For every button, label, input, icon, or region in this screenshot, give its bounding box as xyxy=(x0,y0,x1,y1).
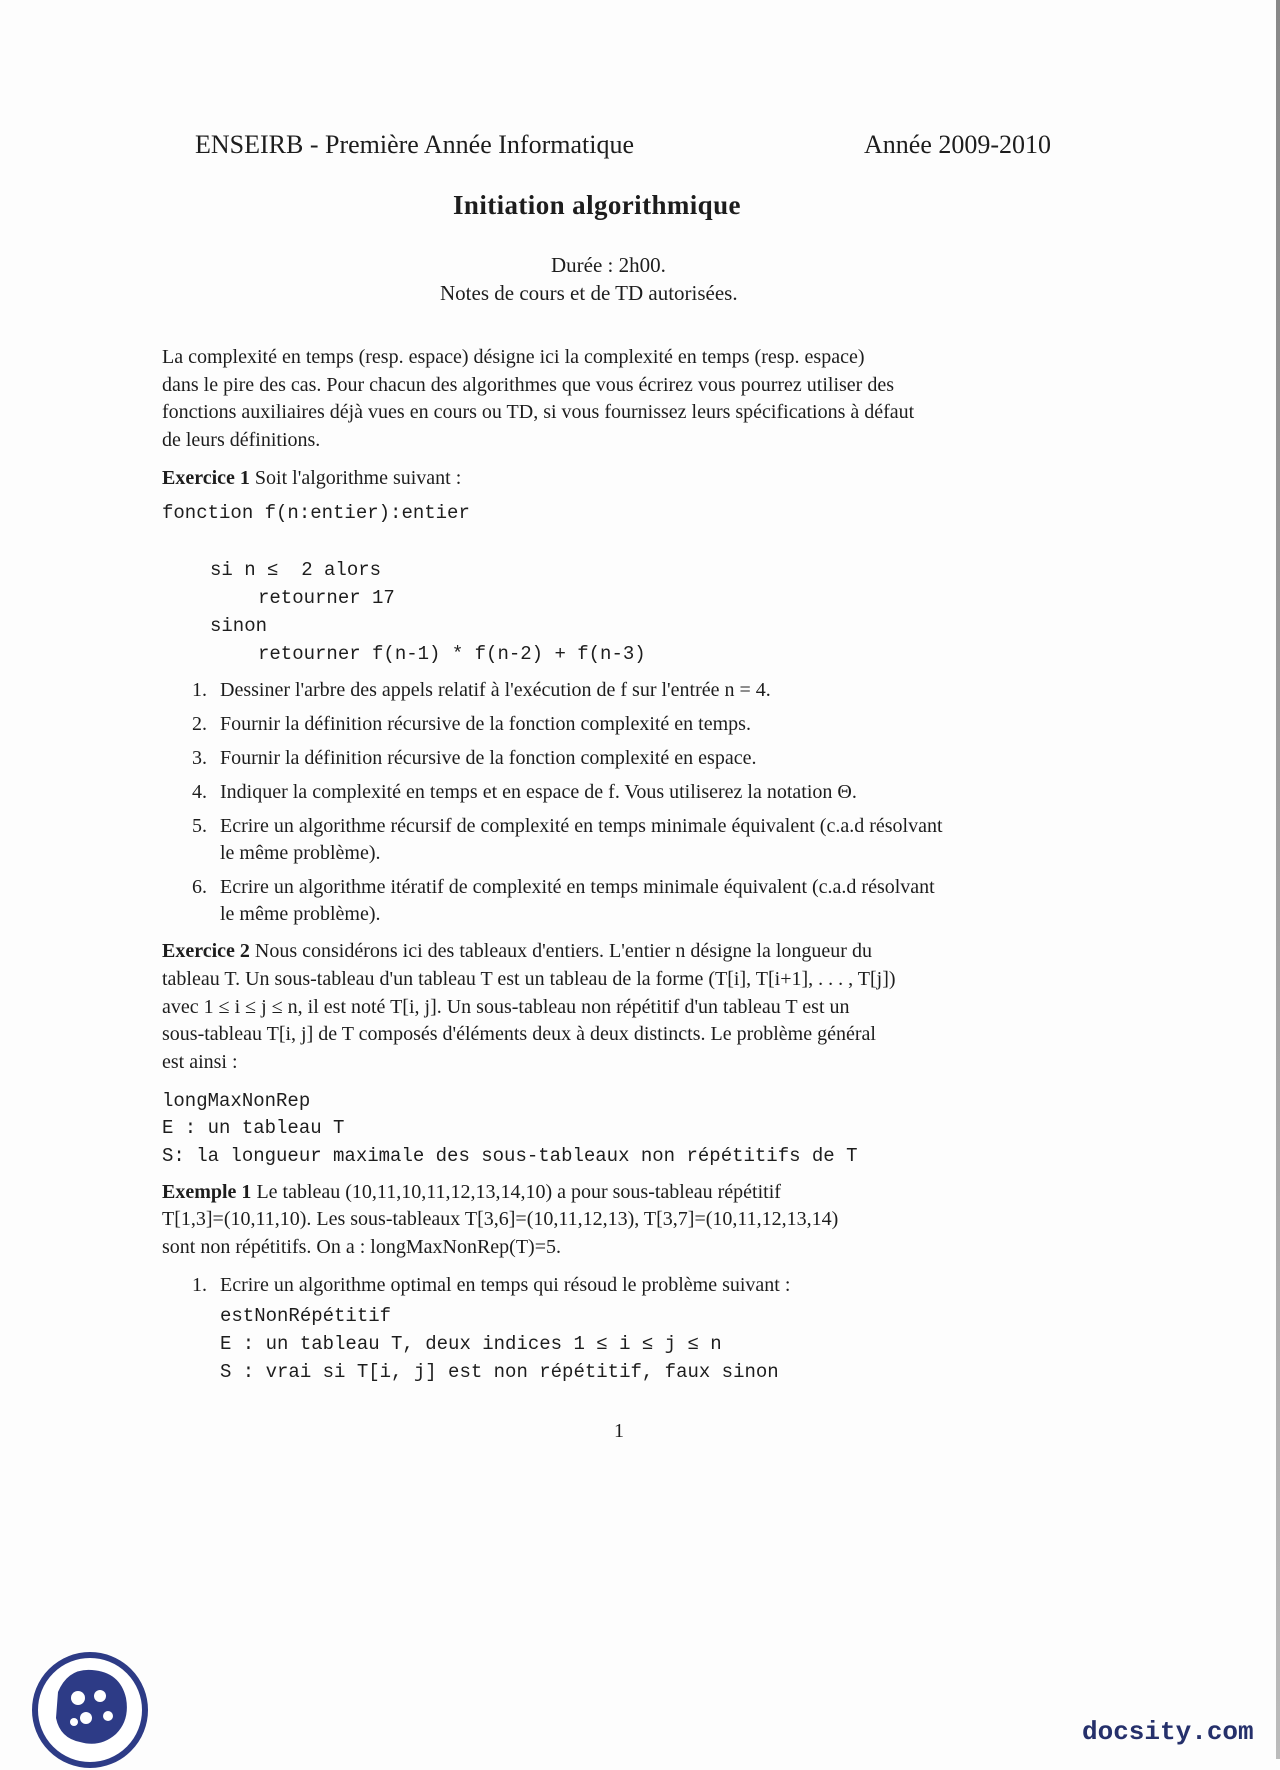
spec-line: estNonRépétitif xyxy=(220,1305,392,1327)
exercise-1-label: Exercice 1 xyxy=(162,467,250,489)
item-text: Fournir la définition récursive de la fonction complexité en temps. xyxy=(220,713,751,735)
example-line: T[1,3]=(10,11,10). Les sous-tableaux T[3,6]=(10,11,12,13), T[3,7]=(10,11,12,13,14) xyxy=(162,1208,839,1230)
code-line: sinon xyxy=(210,615,268,637)
spec-line: longMaxNonRep xyxy=(162,1090,311,1112)
spec-line: E : un tableau T, deux indices 1 ≤ i ≤ j ≤ n xyxy=(220,1333,722,1355)
example-label: Exemple 1 xyxy=(162,1181,252,1203)
code-line: si n ≤ 2 alors xyxy=(210,559,382,581)
exercise-2-text: Nous considérons ici des tableaux d'entiers. L'entier n désigne la longueur du xyxy=(254,940,872,962)
spec-line: S : vrai si T[i, j] est non répétitif, faux sinon xyxy=(220,1361,779,1383)
example-first-line xyxy=(162,1179,781,1207)
item-text: le même problème). xyxy=(220,842,381,864)
item-text: le même problème). xyxy=(220,903,381,925)
item-text: Ecrire un algorithme optimal en temps qui résoud le problème suivant : xyxy=(220,1274,791,1296)
page-number: 1 xyxy=(614,1420,624,1442)
intro-line: de leurs définitions. xyxy=(162,429,321,451)
duration: Durée : 2h00. xyxy=(551,253,666,277)
header-year: Année 2009-2010 xyxy=(864,130,1052,159)
item-number: 4. xyxy=(192,781,207,803)
intro-line: dans le pire des cas. Pour chacun des algorithmes que vous écrirez vous pourrez utiliser des xyxy=(162,374,894,396)
item-text: Dessiner l'arbre des appels relatif à l'exécution de f sur l'entrée n = 4. xyxy=(220,679,771,701)
notes-allowed: Notes de cours et de TD autorisées. xyxy=(440,281,738,305)
code-line: retourner 17 xyxy=(258,587,395,609)
item-number: 1. xyxy=(192,1274,207,1296)
item-text: Ecrire un algorithme récursif de complexité en temps minimale équivalent (c.a.d résolvant xyxy=(220,815,943,837)
docsity-logo-icon xyxy=(30,1650,150,1770)
item-text: Ecrire un algorithme itératif de complexité en temps minimale équivalent (c.a.d résolvant xyxy=(220,876,935,898)
code-line: fonction f(n:entier):entier xyxy=(162,502,470,524)
exercise-1-heading xyxy=(162,465,461,493)
scan-edge xyxy=(1276,0,1280,1759)
exercise-2-line: avec 1 ≤ i ≤ j ≤ n, il est noté T[i, j]. Un sous-tableau non répétitif d'un tableau T est un xyxy=(162,996,850,1018)
exercise-2-line: sous-tableau T[i, j] de T composés d'éléments deux à deux distincts. Le problème général xyxy=(162,1023,876,1045)
exercise-2-first-line xyxy=(162,938,872,966)
item-number: 1. xyxy=(192,679,207,701)
header-school: ENSEIRB - Première Année Informatique xyxy=(195,130,634,159)
exercise-2-line: est ainsi : xyxy=(162,1051,238,1073)
item-text: Indiquer la complexité en temps et en espace de f. Vous utiliserez la notation Θ. xyxy=(220,781,857,803)
spec-line: S: la longueur maximale des sous-tableaux non répétitifs de T xyxy=(162,1145,858,1167)
exercise-1-lead: Soit l'algorithme suivant : xyxy=(254,467,462,489)
example-text: Le tableau (10,11,10,11,12,13,14,10) a pour sous-tableau répétitif xyxy=(256,1181,781,1203)
intro-line: fonctions auxiliaires déjà vues en cours ou TD, si vous fournissez leurs spécifications à défaut xyxy=(162,401,915,423)
item-text: Fournir la définition récursive de la fonction complexité en espace. xyxy=(220,747,757,769)
docsity-brand: docsity.com xyxy=(1082,1717,1254,1747)
exercise-2-label: Exercice 2 xyxy=(162,940,250,962)
page-title: Initiation algorithmique xyxy=(453,190,741,220)
item-number: 5. xyxy=(192,815,207,837)
code-line: retourner f(n-1) * f(n-2) + f(n-3) xyxy=(258,643,646,665)
exercise-2-line: tableau T. Un sous-tableau d'un tableau T est un tableau de la forme (T[i], T[i+1], . . . , T[j]) xyxy=(162,968,896,990)
item-number: 3. xyxy=(192,747,207,769)
intro-line: La complexité en temps (resp. espace) désigne ici la complexité en temps (resp. espace) xyxy=(162,346,865,368)
example-line: sont non répétitifs. On a : longMaxNonRep(T)=5. xyxy=(162,1236,561,1258)
spec-line: E : un tableau T xyxy=(162,1117,345,1139)
item-number: 2. xyxy=(192,713,207,735)
item-number: 6. xyxy=(192,876,207,898)
